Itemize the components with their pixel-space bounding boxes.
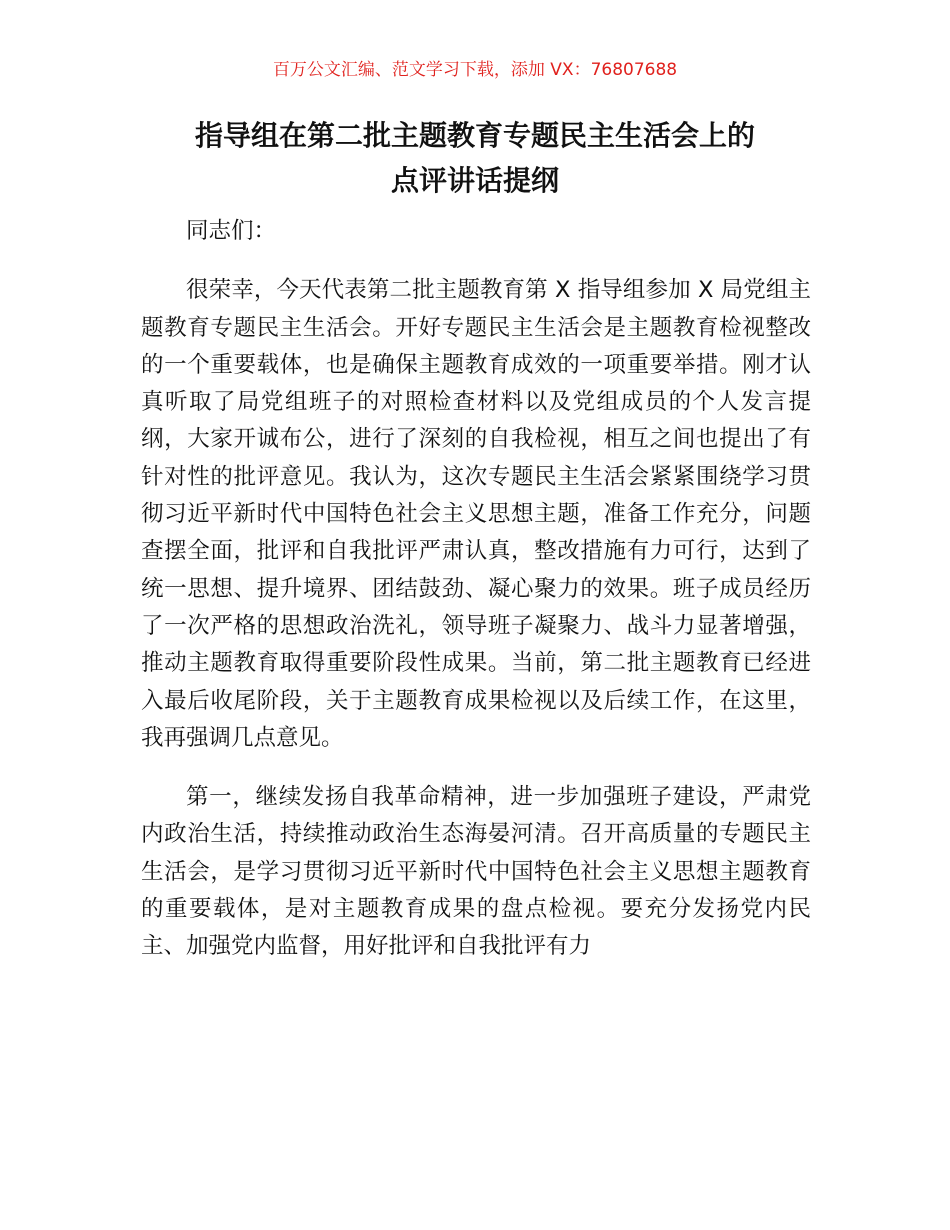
salutation: 同志们： [186, 218, 277, 244]
paragraph-1: 很荣幸，今天代表第二批主题教育第 X 指导组参加 X 局党组主题教育专题民主生活会。开好专题民主生活会是主题教育检视整改的一个重要载体，也是确保主题教育成效的一项重要举措。刚才认真听取了局党组班子的对照检查材料以及党组成员的个人发言提纲，大家开诚布公，进行了深刻的自我检视，相互之间也提出了有针对性的批评意见。我认为，这次专题民主生活会紧紧围绕学习贯彻习近平新时代中国特色社会主义思想主题，准备工作充分，问题查摆全面，批评和自我批评严肃认真，整改措施有力可行，达到了统一思想、提升境界、团结鼓劲、凝心聚力的效果。班子成员经历了一次严格的思想政治洗礼，领导班子凝聚力、战斗力显著增强，推动主题教育取得重要阶段性成果。当前，第二批主题教育已经进入最后收尾阶段，关于主题教育成果检视以及后续工作，在这里，我再强调几点意见。 [141, 277, 811, 751]
page-title [100, 113, 850, 203]
document-body [141, 213, 811, 988]
title-line-2: 点评讲话提纲 [390, 164, 559, 197]
title-line-1: 指导组在第二批主题教育专题民主生活会上的 [194, 119, 755, 152]
header-banner: 百万公文汇编、范文学习下载，添加 VX：76807688 [272, 60, 678, 80]
paragraph-2: 第一，继续发扬自我革命精神，进一步加强班子建设，严肃党内政治生活，持续推动政治生态海晏河清。召开高质量的专题民主生活会，是学习贯彻习近平新时代中国特色社会主义思想主题教育的重要载体，是对主题教育成果的盘点检视。要充分发扬党内民主、加强党内监督，用好批评和自我批评有力 [141, 784, 811, 960]
